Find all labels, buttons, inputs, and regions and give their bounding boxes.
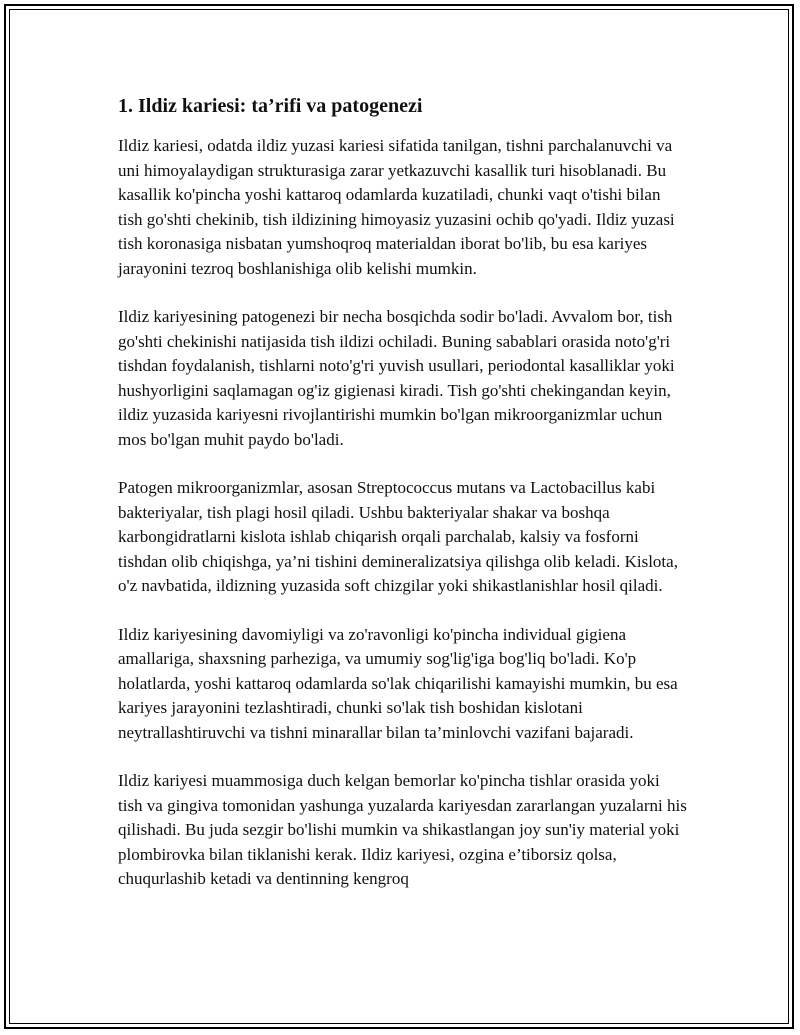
document-body: [118, 92, 688, 916]
paragraph-patients: Ildiz kariyesi muammosiga duch kelgan bemorlar ko'pincha tishlar orasida yoki tish va gingiva tomonidan yashunga yuzalarda kariyesdan zararlangan yuzalarni his qilishadi. Bu juda sezgir bo'lishi mumkin va shikastlangan joy sun'iy material yoki plombirovka bilan tiklanishi kerak. Ildiz kariyesi, ozgina e’tiborsiz qolsa, chuqurlashib ketadi va dentinning kengroq: [118, 771, 687, 888]
paragraph-severity: Ildiz kariyesining davomiyligi va zo'ravonligi ko'pincha individual gigiena amallariga, shaxsning parheziga, va umumiy sog'lig'iga bog'liq bo'ladi. Ko'p holatlarda, yoshi kattaroq odamlarda so'lak chiqarilishi kamayishi mumkin, bu esa kariyes jarayonini tezlashtiradi, chunki so'lak tish boshidan kislotani neytrallashtiruvchi va tishni minarallar bilan ta’minlovchi vazifani bajaradi.: [118, 624, 678, 742]
paragraph-definition: Ildiz kariesi, odatda ildiz yuzasi kariesi sifatida tanilgan, tishni parchalanuvchi va uni himoyalaydigan strukturasiga zarar yetkazuvchi kasallik turi hisoblanadi. Bu kasallik ko'pincha yoshi kattaroq odamlarda kuzatiladi, chunki vaqt o'tishi bilan tish go'shti chekinib, tish ildizining himoyasiz yuzasini ochib qo'yadi. Ildiz yuzasi tish koronasiga nisbatan yumshoqroq materialdan iborat bo'lib, bu esa kariyes jarayonini tezroq boshlanishiga olib kelishi mumkin.: [118, 136, 675, 278]
paragraph-microorganisms: Patogen mikroorganizmlar, asosan Streptococcus mutans va Lactobacillus kabi bakteriyalar, tish plagi hosil qiladi. Ushbu bakteriyalar shakar va boshqa karbongidratlarni kislota ishlab chiqarish orqali parchalab, kalsiy va fosforni tishdan olib chiqishga, ya’ni tishini demineralizatsiya qilishga olib keladi. Kislota, o'z navbatida, ildizning yuzasida soft chizgilar yoki shikastlanishlar hosil qiladi.: [118, 478, 678, 595]
paragraph-pathogenesis: Ildiz kariyesining patogenezi bir necha bosqichda sodir bo'ladi. Avvalom bor, tish go'shti chekinishi natijasida tish ildizi ochiladi. Buning sabablari orasida noto'g'ri tishdan foydalanish, tishlarni noto'g'ri yuvish usullari, periodontal kasalliklar yoki hushyorligini saqlamagan og'iz gigienasi kiradi. Tish go'shti chekingandan keyin, ildiz yuzasida kariyesni rivojlantirishi mumkin bo'lgan mikroorganizmlar uchun mos bo'lgan muhit paydo bo'ladi.: [118, 307, 675, 449]
section-heading: 1. Ildiz kariesi: ta’rifi va patogenezi: [118, 95, 423, 117]
